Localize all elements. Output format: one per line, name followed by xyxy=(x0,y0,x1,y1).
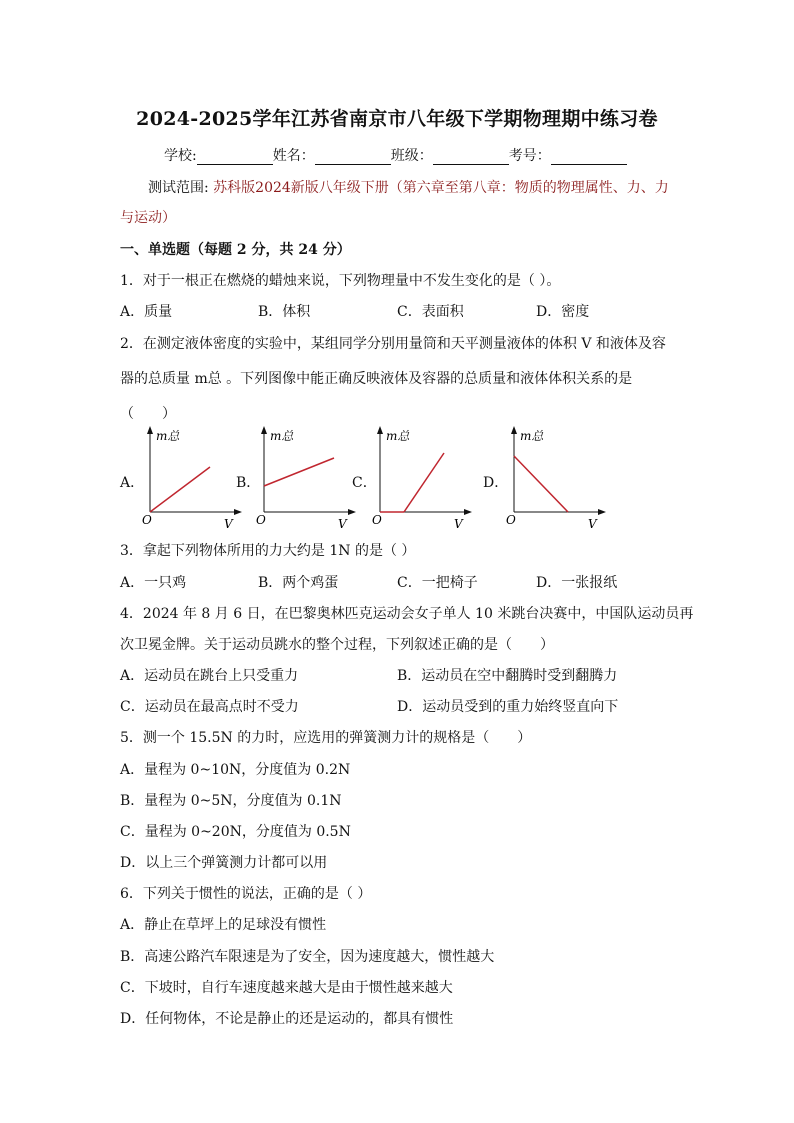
graph-c-x-label: V xyxy=(454,517,463,531)
question-2-stem-2: 器的总质量 m总 。下列图像中能正确反映液体及容器的总质量和液体体积关系的是 xyxy=(120,371,633,387)
q3-option-b[interactable]: B．两个鸡蛋 xyxy=(258,575,339,591)
graph-d-origin: O xyxy=(506,513,516,527)
graph-c-line xyxy=(404,453,444,512)
q3-option-d[interactable]: D．一张报纸 xyxy=(536,575,618,591)
graph-c-label[interactable]: C． xyxy=(352,475,377,491)
school-blank[interactable] xyxy=(197,150,273,165)
graph-b-origin: O xyxy=(256,513,266,527)
scope-text-cont: 与运动） xyxy=(120,210,176,226)
graph-b-line xyxy=(264,458,334,486)
exam-no-blank[interactable] xyxy=(551,150,627,165)
graph-a-y-label: m总 xyxy=(156,429,180,443)
student-info-line xyxy=(164,145,627,165)
page-title: 2024-2025学年江苏省南京市八年级下学期物理期中练习卷 xyxy=(136,108,658,130)
section-heading: 一、单选题（每题 2 分，共 24 分） xyxy=(120,242,351,258)
graph-c-y-label: m总 xyxy=(386,429,410,443)
question-1-stem: 1．对于一根正在燃烧的蜡烛来说，下列物理量中不发生变化的是（ ）。 xyxy=(120,273,561,289)
graph-b-label[interactable]: B． xyxy=(236,475,261,491)
question-5-stem: 5．测一个 15.5N 的力时，应选用的弹簧测力计的规格是（ ） xyxy=(120,730,532,746)
scope-prefix: 测试范围: xyxy=(148,180,214,196)
q1-option-a[interactable]: A．质量 xyxy=(120,304,173,320)
test-scope xyxy=(148,177,669,197)
name-label: 姓名： xyxy=(272,148,315,164)
q4-option-b[interactable]: B．运动员在空中翻腾时受到翻腾力 xyxy=(397,668,618,684)
q4-option-d[interactable]: D．运动员受到的重力始终竖直向下 xyxy=(397,699,619,715)
graph-a-line xyxy=(150,467,210,512)
question-2-stem-3: （ ） xyxy=(120,406,176,422)
q3-option-c[interactable]: C．一把椅子 xyxy=(397,575,478,591)
graph-b-y-label: m总 xyxy=(270,429,294,443)
q6-option-b[interactable]: B．高速公路汽车限速是为了安全，因为速度越大，惯性越大 xyxy=(120,949,495,965)
class-label: 班级： xyxy=(390,148,433,164)
graph-c-origin: O xyxy=(372,513,382,527)
q1-option-c[interactable]: C．表面积 xyxy=(397,304,464,320)
q5-option-b[interactable]: B．量程为 0~5N，分度值为 0.1N xyxy=(120,793,342,809)
q4-option-a[interactable]: A．运动员在跳台上只受重力 xyxy=(120,668,299,684)
question-4-stem-1: 4．2024 年 8 月 6 日，在巴黎奥林匹克运动会女子单人 10 米跳台决赛中，中国队运动员再 xyxy=(120,606,694,622)
q5-option-c[interactable]: C．量程为 0~20N，分度值为 0.5N xyxy=(120,824,351,840)
graph-b-x-label: V xyxy=(338,517,347,531)
q3-option-a[interactable]: A．一只鸡 xyxy=(120,575,187,591)
name-blank[interactable] xyxy=(315,150,391,165)
q5-option-d[interactable]: D．以上三个弹簧测力计都可以用 xyxy=(120,855,328,871)
graph-a-x-label: V xyxy=(224,517,233,531)
q5-option-a[interactable]: A．量程为 0~10N，分度值为 0.2N xyxy=(120,762,351,778)
scope-text: 苏科版2024新版八年级下册（第六章至第八章：物质的物理属性、力、力 xyxy=(213,180,669,196)
question-2-stem-1: 2．在测定液体密度的实验中，某组同学分别用量筒和天平测量液体的体积 V 和液体及容 xyxy=(120,336,666,352)
graph-d-label[interactable]: D． xyxy=(483,475,509,491)
question-3-stem: 3．拿起下列物体所用的力大约是 1N 的是（ ） xyxy=(120,543,416,559)
q6-option-a[interactable]: A．静止在草坪上的足球没有惯性 xyxy=(120,917,327,933)
class-blank[interactable] xyxy=(433,150,509,165)
q6-option-c[interactable]: C．下坡时，自行车速度越来越大是由于惯性越来越大 xyxy=(120,980,453,996)
graph-d-y-label: m总 xyxy=(520,429,544,443)
question-4-stem-2: 次卫冕金牌。关于运动员跳水的整个过程，下列叙述正确的是（ ） xyxy=(120,637,554,653)
graph-d-line xyxy=(514,456,568,512)
q6-option-d[interactable]: D．任何物体，不论是静止的还是运动的，都具有惯性 xyxy=(120,1011,454,1027)
school-label: 学校: xyxy=(164,148,197,164)
graph-a-label[interactable]: A． xyxy=(120,475,145,491)
graph-d-x-label: V xyxy=(588,517,597,531)
graph-a-origin: O xyxy=(142,513,152,527)
question-6-stem: 6．下列关于惯性的说法，正确的是（ ） xyxy=(120,886,372,902)
q4-option-c[interactable]: C．运动员在最高点时不受力 xyxy=(120,699,299,715)
exam-no-label: 考号： xyxy=(508,148,551,164)
q1-option-d[interactable]: D．密度 xyxy=(536,304,590,320)
q1-option-b[interactable]: B．体积 xyxy=(258,304,311,320)
graph-d xyxy=(504,426,644,531)
